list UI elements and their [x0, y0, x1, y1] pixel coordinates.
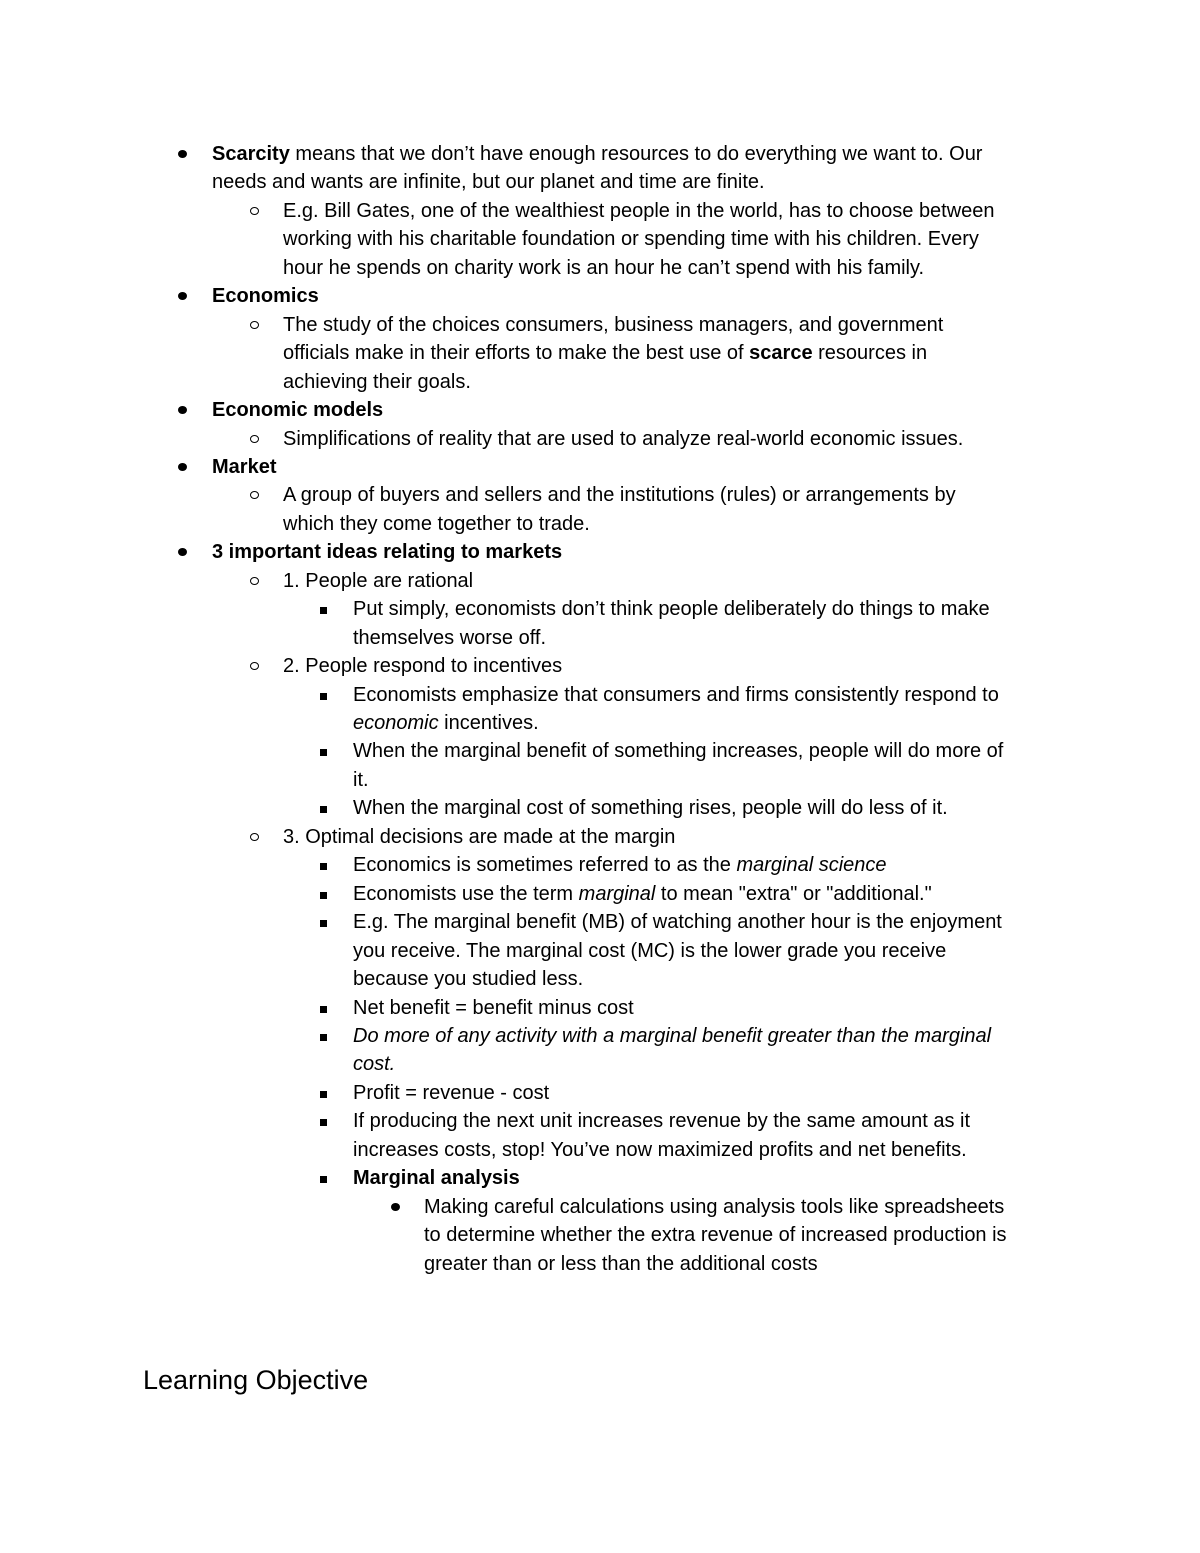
hollow-circle-bullet-icon [250, 321, 259, 329]
italic-text: Do more of any activity with a marginal benefit greater than the marginal [353, 1024, 992, 1047]
outline-line [0, 368, 1200, 396]
hollow-circle-bullet-icon [250, 207, 259, 215]
line-text [283, 510, 590, 538]
hollow-circle-bullet-icon [250, 662, 259, 670]
line-text [212, 168, 765, 196]
outline-line [0, 254, 1200, 282]
text-run: achieving their goals. [283, 370, 471, 393]
text-run: which they come together to trade. [283, 512, 590, 535]
text-run: E.g. Bill Gates, one of the wealthiest people in the world, has to choose between [283, 199, 995, 222]
outline-line [0, 339, 1200, 367]
outline-line [0, 1136, 1200, 1164]
italic-text: economic [353, 712, 439, 734]
text-run: to determine whether the extra revenue of increased production is [424, 1224, 1007, 1247]
square-bullet-icon [320, 693, 327, 700]
text-run: officials make in their efforts to make the best use of [283, 342, 750, 365]
text-run: increases costs, stop! You’ve now maximized profits and net benefits. [353, 1138, 967, 1161]
text-run: 2. People respond to incentives [283, 655, 563, 678]
outline-line [0, 1079, 1200, 1107]
line-text [212, 396, 383, 424]
text-run: working with his charitable foundation or spending time with his children. Every [283, 228, 979, 251]
outline-line [0, 510, 1200, 538]
line-text [424, 1221, 1007, 1249]
line-text [212, 453, 276, 481]
square-bullet-icon [320, 806, 327, 813]
section-heading: Learning Objective [143, 1365, 369, 1395]
line-text [353, 1022, 991, 1050]
line-text [212, 140, 982, 168]
square-bullet-icon [320, 920, 327, 927]
square-bullet-icon [320, 607, 327, 614]
outline-line [0, 140, 1200, 168]
line-text [212, 538, 562, 566]
line-text [353, 766, 369, 794]
outline-line [0, 567, 1200, 595]
italic-text: marginal science [736, 854, 887, 877]
square-bullet-icon [320, 1034, 327, 1041]
text-run: means that we don’t have enough resources to do everything we want to. Our [289, 143, 983, 165]
outline-line [0, 1221, 1200, 1249]
square-bullet-icon [320, 1006, 327, 1013]
line-text [353, 1050, 395, 1078]
text-run: Profit = revenue - cost [353, 1081, 550, 1104]
line-text [353, 965, 583, 993]
hollow-circle-bullet-icon [250, 435, 259, 443]
bold-term: Market [212, 455, 277, 478]
text-run: A group of buyers and sellers and the institutions (rules) or arrangements by [283, 484, 956, 507]
line-text [353, 908, 1002, 936]
outline-line [0, 396, 1200, 424]
outline-line [0, 197, 1200, 225]
text-run: 1. People are rational [283, 569, 474, 592]
outline-line [0, 652, 1200, 680]
line-text [424, 1193, 1004, 1221]
text-run: When the marginal benefit of something increases, people will do more of [353, 740, 1004, 763]
text-run: themselves worse off. [353, 626, 547, 649]
square-bullet-icon [320, 1091, 327, 1098]
line-text [353, 794, 948, 822]
bold-term: 3 important ideas relating to markets [212, 541, 563, 564]
outline-line [0, 453, 1200, 481]
square-bullet-icon [320, 1176, 327, 1183]
line-text [353, 1107, 970, 1135]
outline-line [0, 481, 1200, 509]
text-run: it. [353, 768, 369, 791]
text-run: The study of the choices consumers, business managers, and government [283, 313, 944, 336]
line-text [283, 197, 995, 225]
line-text [353, 1136, 967, 1164]
line-text [283, 368, 471, 396]
line-text [353, 737, 1003, 765]
italic-text: marginal [578, 882, 656, 905]
filled-circle-bullet-icon [178, 292, 187, 300]
text-run: you receive. The marginal cost (MC) is the lower grade you receive [353, 939, 947, 962]
line-text [424, 1250, 818, 1278]
outline-line [0, 1050, 1200, 1078]
square-bullet-icon [320, 892, 327, 899]
line-text [212, 282, 319, 310]
filled-circle-bullet-icon [391, 1203, 400, 1211]
bold-term: Marginal analysis [353, 1167, 520, 1190]
bold-term: Economics [212, 285, 319, 308]
line-text [353, 595, 990, 623]
line-text [353, 937, 946, 965]
square-bullet-icon [320, 1119, 327, 1126]
hollow-circle-bullet-icon [250, 491, 259, 499]
outline-line [0, 794, 1200, 822]
square-bullet-icon [320, 749, 327, 756]
square-bullet-icon [320, 863, 327, 870]
line-text [283, 254, 924, 282]
outline-line [0, 681, 1200, 709]
outline-line [0, 1193, 1200, 1221]
hollow-circle-bullet-icon [250, 833, 259, 841]
outline-line [0, 282, 1200, 310]
outline-line [0, 737, 1200, 765]
line-text [283, 652, 562, 680]
filled-circle-bullet-icon [178, 463, 187, 471]
line-text [353, 851, 887, 879]
line-text [283, 425, 963, 453]
text-run: E.g. The marginal benefit (MB) of watching another hour is the enjoyment [353, 911, 1002, 934]
line-text [283, 311, 943, 339]
outline-line [0, 1022, 1200, 1050]
text-run: Economics is sometimes referred to as the [353, 854, 737, 877]
line-text [353, 624, 546, 652]
line-text [353, 681, 999, 709]
text-run: resources in [812, 342, 928, 365]
text-run: 3. Optimal decisions are made at the margin [283, 825, 676, 848]
outline-line [0, 168, 1200, 196]
outline-line [0, 595, 1200, 623]
line-text [283, 481, 956, 509]
outline-line [0, 425, 1200, 453]
outline-line [0, 908, 1200, 936]
text-run: hour he spends on charity work is an hour he can’t spend with his family. [283, 256, 925, 279]
text-run: When the marginal cost of something rises, people will do less of it. [353, 797, 948, 820]
line-text [353, 709, 539, 737]
hollow-circle-bullet-icon [250, 577, 259, 585]
line-text [353, 1164, 520, 1192]
text-run: because you studied less. [353, 968, 584, 991]
line-text [353, 994, 634, 1022]
outline-line [0, 823, 1200, 851]
text-run: incentives. [438, 712, 539, 734]
outline-line [0, 937, 1200, 965]
outline-line [0, 709, 1200, 737]
outline-line [0, 1250, 1200, 1278]
text-run: Put simply, economists don’t think people deliberately do things to make [353, 598, 990, 621]
line-text [353, 1079, 549, 1107]
outline-line [0, 851, 1200, 879]
outline-line [0, 965, 1200, 993]
line-text [283, 567, 473, 595]
outline-line [0, 880, 1200, 908]
text-run: Making careful calculations using analysis tools like spreadsheets [424, 1195, 1005, 1218]
line-text [283, 339, 927, 367]
outline-line [0, 1107, 1200, 1135]
text-run: If producing the next unit increases revenue by the same amount as it [353, 1110, 971, 1133]
line-text [283, 225, 979, 253]
outline-line [0, 538, 1200, 566]
text-run: Economists emphasize that consumers and firms consistently respond to [353, 683, 999, 706]
line-text [283, 823, 675, 851]
bold-term: Scarcity [212, 143, 290, 165]
filled-circle-bullet-icon [178, 150, 187, 158]
outline-line [0, 225, 1200, 253]
text-run: needs and wants are infinite, but our planet and time are finite. [212, 171, 765, 194]
italic-text: cost. [353, 1053, 396, 1076]
bold-term: scarce [749, 342, 813, 365]
outline-line [0, 766, 1200, 794]
text-run: to mean "extra" or "additional." [655, 882, 932, 905]
text-run: Simplifications of reality that are used to analyze real-world economic issues. [283, 427, 964, 450]
text-run: greater than or less than the additional costs [424, 1252, 818, 1275]
outline-line [0, 994, 1200, 1022]
filled-circle-bullet-icon [178, 406, 187, 414]
line-text [353, 880, 932, 908]
outline-line [0, 311, 1200, 339]
text-run: Net benefit = benefit minus cost [353, 996, 634, 1019]
outline-line [0, 624, 1200, 652]
filled-circle-bullet-icon [178, 548, 187, 556]
text-run: Economists use the term [353, 882, 579, 905]
outline-line [0, 1164, 1200, 1192]
bold-term: Economic models [212, 399, 384, 422]
